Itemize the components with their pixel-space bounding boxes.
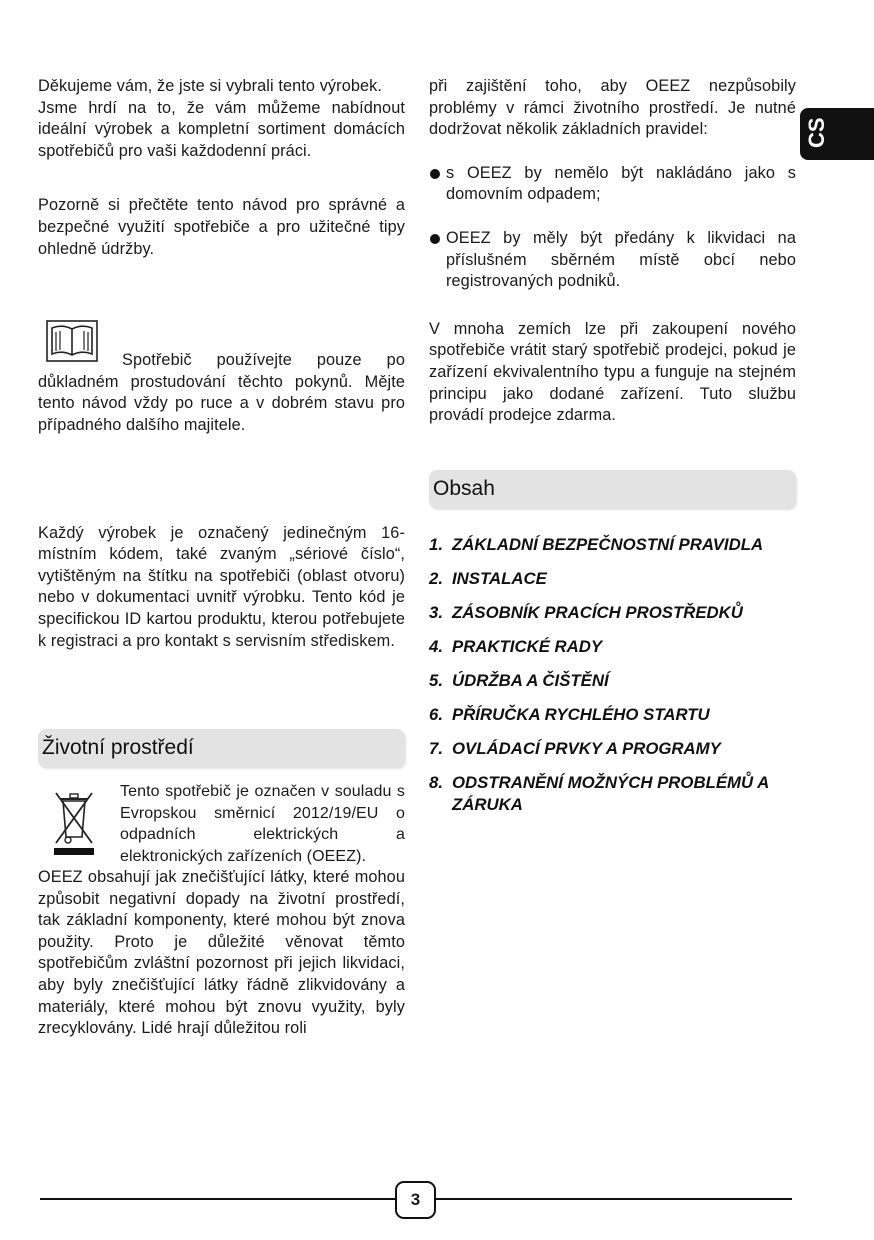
toc-item[interactable]: 3. ZÁSOBNÍK PRACÍCH PROSTŘEDKŮ — [429, 602, 743, 622]
right-column — [429, 76, 796, 828]
weee-text: Tento spotřebič je označen v souladu s Evropskou směrnicí 2012/19/EU o odpadních elektrických a elektronických zařízeních (OEEZ). — [120, 783, 405, 865]
left-column — [38, 76, 405, 1040]
environment-continuation: při zajištění toho, aby OEEZ nezpůsobily problémy v rámci životního prostředí. Je nutné dodržovat několik základních pravidel: — [429, 77, 796, 139]
return-info-paragraph: V mnoha zemích lze při zakoupení nového spotřebiče vrátit starý spotřebič prodejci, pokud je zařízení ekvivalentního typu a funguje na stejném principu jako dodané zařízení. Tuto službu provádí prodejce zdarma. — [429, 319, 796, 425]
bullet-dot — [430, 234, 440, 244]
bullet-dot — [430, 169, 440, 179]
toc-item[interactable]: 1. ZÁKLADNÍ BEZPEČNOSTNÍ PRAVIDLA — [429, 534, 764, 554]
serial-number-paragraph: Každý výrobek je označený jedinečným 16-místním kódem, také zvaným „sériové číslo“, vytištěným na štítku na spotřebiči (oblast otvoru) nebo v dokumentaci uvnitř výrobku. Tento kód je specifickou ID kartou produktu, kterou potřebujete k registraci a pro kontakt s servisním střediskem. — [38, 523, 405, 650]
weee-notice — [38, 781, 405, 867]
language-tab-label: CS — [804, 117, 829, 148]
footer-rule-left — [40, 1198, 395, 1200]
environment-body: OEEZ obsahují jak znečišťující látky, které mohou způsobit negativní dopady na životní prostředí, tak základní komponenty, které mohou být znova použity. Proto je důležité věnovat těmto spotřebičům zvláštní pozornost při jejich likvidaci, aby byly znečišťující látky řádně zlikvidovány a materiály, které mohou být znovu využity, byly zrecyklovány. Lidé hrají důležitou roli — [38, 868, 405, 1038]
footer-rule-right — [436, 1198, 792, 1200]
toc-item[interactable]: 5. ÚDRŽBA A ČIŠTĚNÍ — [429, 670, 609, 690]
page-number: 3 — [395, 1181, 436, 1219]
contents-heading-text: Obsah — [433, 476, 495, 500]
contents-heading — [429, 470, 796, 508]
list-item — [429, 163, 796, 206]
crossed-out-wheelie-bin-icon — [48, 785, 100, 857]
bullet-text: s OEEZ by nemělo být nakládáno jako s domovním odpadem; — [446, 163, 796, 204]
environment-heading — [38, 729, 405, 767]
bullet-text: OEEZ by měly být předány k likvidaci na příslušném sběrném místě obcí nebo registrovaných podniků. — [446, 228, 796, 291]
manual-notice — [38, 326, 405, 436]
read-carefully-paragraph: Pozorně si přečtěte tento návod pro správné a bezpečné využití spotřebiče a pro užitečné tipy ohledně údržby. — [38, 196, 405, 258]
toc-item[interactable]: 2. INSTALACE — [429, 568, 547, 588]
toc-item[interactable]: 6. PŘÍRUČKA RYCHLÉHO STARTU — [429, 704, 710, 724]
intro-paragraph: Děkujeme vám, že jste si vybrali tento výrobek. Jsme hrdí na to, že vám můžeme nabídnout ideální výrobek a kompletní sortiment domácích spotřebičů pro vaši každodenní práci. — [38, 77, 405, 160]
manual-notice-text: Spotřebič používejte pouze po důkladném prostudování těchto pokynů. Mějte tento návod vždy po ruce a v dobrém stavu pro případného dalšího majitele. — [38, 351, 405, 434]
toc-item[interactable]: 8. ODSTRANĚNÍ MOŽNÝCH PROBLÉMŮ A ZÁRUKA — [429, 772, 769, 815]
open-book-icon — [46, 320, 98, 362]
toc-item[interactable]: 4. PRAKTICKÉ RADY — [429, 636, 603, 656]
list-item — [429, 228, 796, 293]
language-tab — [800, 108, 874, 160]
table-of-contents — [429, 534, 796, 817]
toc-item[interactable]: 7. OVLÁDACÍ PRVKY A PROGRAMY — [429, 738, 721, 758]
environment-heading-text: Životní prostředí — [42, 736, 194, 760]
